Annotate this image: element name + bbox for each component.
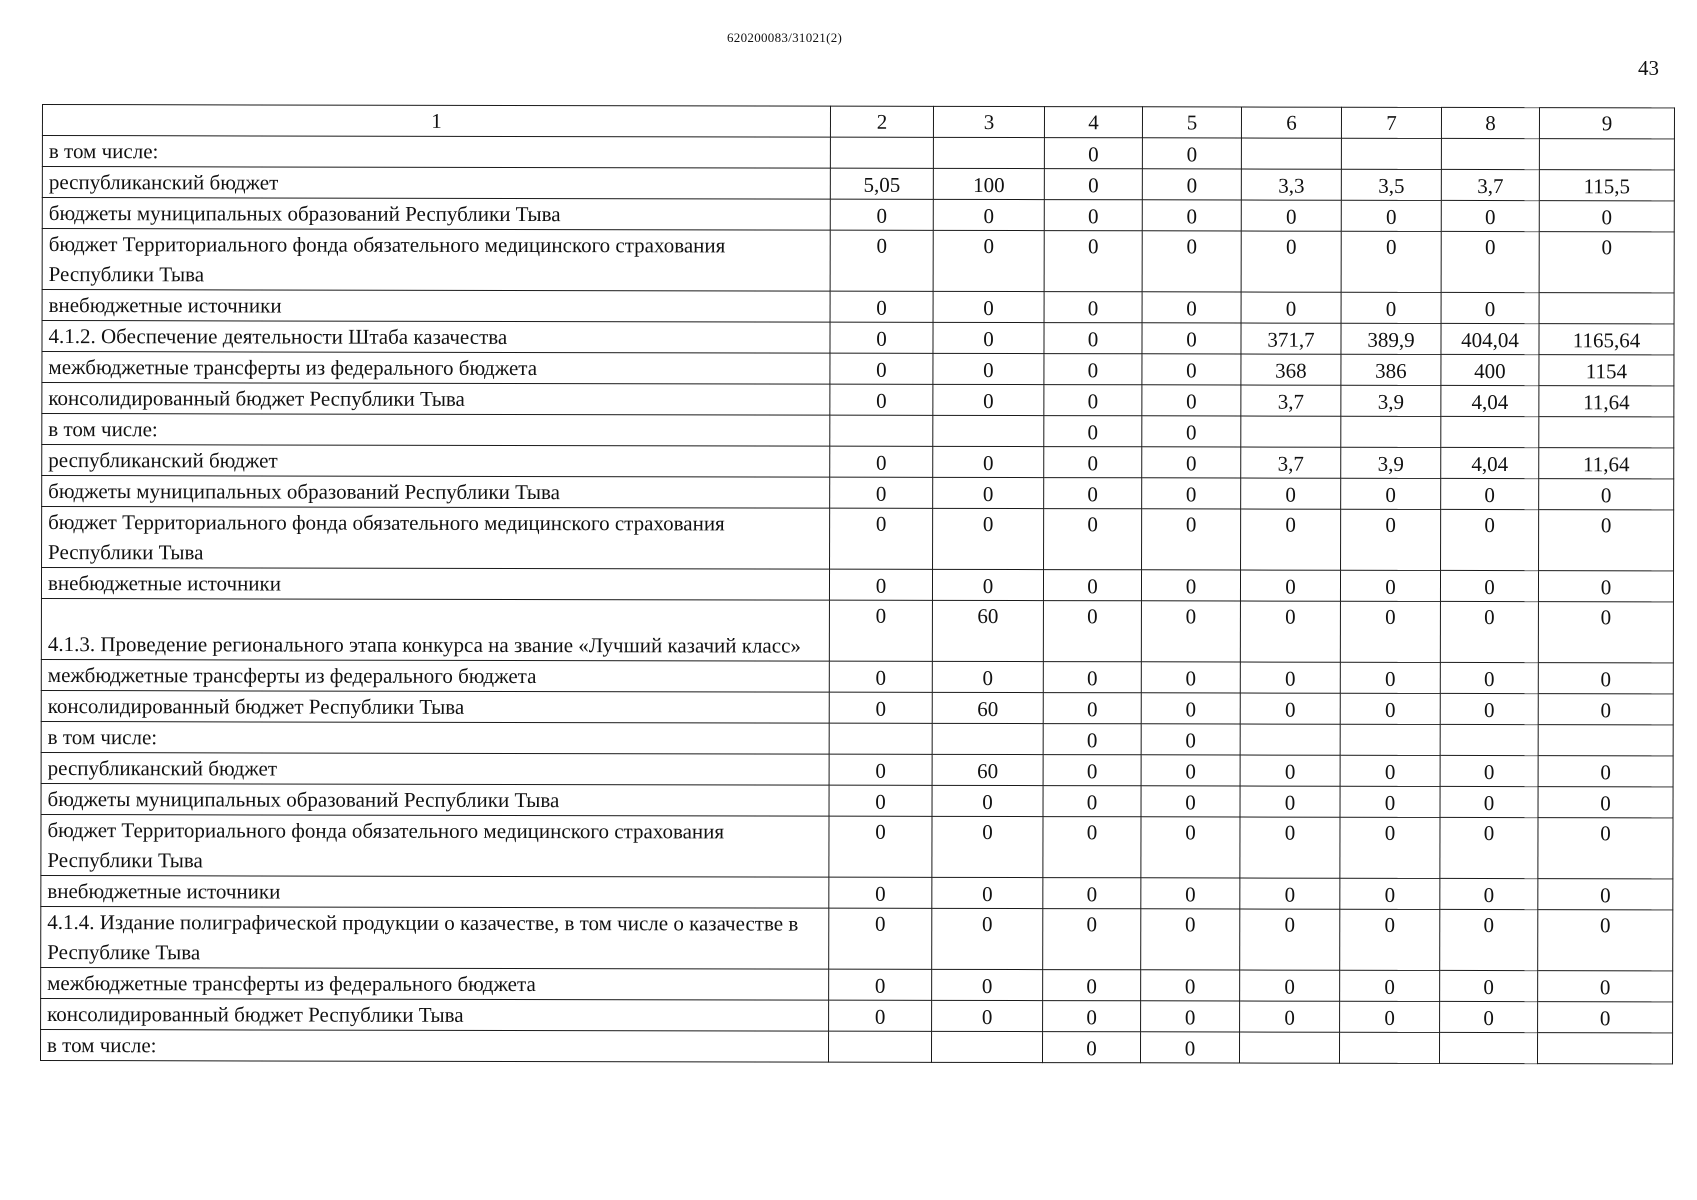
table-row <box>42 476 1674 510</box>
value-cell: 0 <box>1141 909 1240 970</box>
value-cell: 0 <box>830 384 933 415</box>
value-cell: 0 <box>1538 971 1673 1002</box>
budget-table-body <box>40 105 1674 1064</box>
value-cell: 0 <box>1141 970 1240 1001</box>
value-cell: 115,5 <box>1539 170 1674 201</box>
value-cell: 0 <box>1539 201 1674 232</box>
value-cell <box>1539 417 1674 448</box>
value-cell: 0 <box>1241 292 1341 323</box>
value-cell: 0 <box>1440 693 1538 724</box>
value-cell: 0 <box>1538 879 1673 910</box>
table-row <box>41 875 1673 909</box>
value-cell <box>1439 1032 1537 1063</box>
value-cell: 386 <box>1341 354 1441 385</box>
value-cell: 0 <box>830 508 933 569</box>
value-cell: 0 <box>829 969 932 1000</box>
value-cell: 0 <box>1141 693 1240 724</box>
value-cell: 0 <box>1142 200 1241 231</box>
value-cell: 0 <box>830 230 933 291</box>
value-cell <box>828 1031 931 1062</box>
value-cell: 0 <box>1043 662 1141 693</box>
value-cell: 0 <box>1142 385 1241 416</box>
value-cell: 0 <box>1240 755 1340 786</box>
value-cell: 0 <box>1141 570 1240 601</box>
budget-table <box>40 104 1675 1064</box>
value-cell: 0 <box>932 816 1043 877</box>
table-row <box>42 383 1674 417</box>
value-cell: 3,9 <box>1341 385 1441 416</box>
value-cell: 0 <box>1441 292 1539 323</box>
value-cell: 0 <box>1240 570 1340 601</box>
value-cell: 0 <box>1241 231 1341 292</box>
value-cell: 0 <box>1044 385 1142 416</box>
value-cell: 0 <box>1044 200 1142 231</box>
value-cell: 0 <box>1141 601 1240 662</box>
value-cell: 3,5 <box>1341 169 1441 200</box>
column-header: 5 <box>1142 107 1241 138</box>
value-cell: 0 <box>1141 878 1240 909</box>
value-cell: 0 <box>829 1000 932 1031</box>
value-cell: 5,05 <box>830 168 933 199</box>
row-label: внебюджетные источники <box>42 290 830 323</box>
value-cell: 0 <box>830 322 933 353</box>
value-cell: 0 <box>1539 232 1674 293</box>
value-cell: 0 <box>1044 292 1142 323</box>
table-row <box>42 507 1674 571</box>
table-row <box>42 352 1674 386</box>
value-cell: 0 <box>1142 231 1241 292</box>
value-cell: 0 <box>1340 755 1440 786</box>
value-cell: 0 <box>829 816 932 877</box>
page-number: 43 <box>1638 56 1659 80</box>
value-cell: 0 <box>829 569 932 600</box>
document-id: 620200083/31021(2) <box>727 30 843 45</box>
value-cell: 0 <box>1043 693 1141 724</box>
value-cell <box>1239 1032 1339 1063</box>
value-cell: 0 <box>1441 200 1539 231</box>
value-cell: 60 <box>932 692 1043 723</box>
value-cell: 0 <box>1142 509 1241 570</box>
value-cell: 0 <box>829 600 932 661</box>
value-cell: 0 <box>1441 509 1539 570</box>
table-row <box>41 967 1673 1001</box>
value-cell: 0 <box>1142 447 1241 478</box>
row-label: 4.1.3. Проведение регионального этапа конкурса на звание «Лучший казачий класс» <box>41 598 829 661</box>
value-cell: 3,7 <box>1441 169 1539 200</box>
table-row <box>42 167 1674 201</box>
value-cell: 3,7 <box>1241 385 1341 416</box>
value-cell: 1165,64 <box>1539 324 1674 355</box>
value-cell: 0 <box>830 199 933 230</box>
value-cell: 0 <box>1142 138 1241 169</box>
table-row <box>41 598 1673 662</box>
value-cell: 0 <box>1538 818 1673 879</box>
value-cell: 0 <box>1044 354 1142 385</box>
value-cell <box>931 1031 1042 1062</box>
value-cell: 0 <box>1240 878 1340 909</box>
value-cell: 0 <box>1441 478 1539 509</box>
table-row <box>40 1029 1672 1063</box>
value-cell: 0 <box>933 508 1044 569</box>
row-label: межбюджетные трансферты из федерального бюджета <box>42 352 830 385</box>
value-cell: 0 <box>933 291 1044 322</box>
value-cell <box>1539 139 1674 170</box>
table-row <box>41 721 1673 755</box>
value-cell: 0 <box>1240 786 1340 817</box>
value-cell: 0 <box>1241 200 1341 231</box>
value-cell: 0 <box>1440 570 1538 601</box>
value-cell: 400 <box>1441 354 1539 385</box>
column-header: 1 <box>42 105 830 138</box>
value-cell: 0 <box>1340 693 1440 724</box>
value-cell: 0 <box>1440 786 1538 817</box>
value-cell: 0 <box>1341 292 1441 323</box>
value-cell: 0 <box>932 569 1043 600</box>
value-cell <box>1341 416 1441 447</box>
row-label: в том числе: <box>41 721 829 754</box>
value-cell: 0 <box>1341 200 1441 231</box>
value-cell: 0 <box>830 353 933 384</box>
value-cell: 0 <box>1142 169 1241 200</box>
column-header: 8 <box>1441 107 1539 138</box>
value-cell: 0 <box>1044 478 1142 509</box>
row-label: в том числе: <box>42 136 830 169</box>
table-row <box>42 445 1674 479</box>
value-cell: 0 <box>1341 478 1441 509</box>
row-label: бюджеты муниципальных образований Республики Тыва <box>42 198 830 231</box>
row-label: в том числе: <box>40 1029 828 1062</box>
value-cell: 0 <box>829 661 932 692</box>
value-cell: 0 <box>933 199 1044 230</box>
table-row <box>41 783 1673 817</box>
value-cell: 0 <box>1141 724 1240 755</box>
value-cell: 0 <box>1538 602 1673 663</box>
row-label: консолидированный бюджет Республики Тыва <box>41 998 829 1031</box>
value-cell: 0 <box>1140 1032 1239 1063</box>
row-label: бюджет Территориального фонда обязательного медицинского страхования Республики Тыва <box>42 507 830 570</box>
value-cell: 0 <box>1044 447 1142 478</box>
value-cell: 0 <box>933 446 1044 477</box>
table-row <box>42 229 1674 293</box>
value-cell: 0 <box>1141 662 1240 693</box>
value-cell: 0 <box>1440 909 1538 970</box>
value-cell <box>1340 724 1440 755</box>
value-cell: 0 <box>1341 509 1441 570</box>
value-cell: 0 <box>1142 354 1241 385</box>
row-label: консолидированный бюджет Республики Тыва <box>42 383 830 416</box>
value-cell: 0 <box>932 969 1043 1000</box>
value-cell: 0 <box>1440 755 1538 786</box>
table-row <box>42 414 1674 448</box>
value-cell: 0 <box>933 322 1044 353</box>
value-cell: 0 <box>829 877 932 908</box>
table-row <box>41 752 1673 786</box>
value-cell: 0 <box>1141 1001 1240 1032</box>
table-row <box>41 659 1673 693</box>
value-cell: 0 <box>1043 601 1141 662</box>
value-cell <box>829 723 932 754</box>
row-label: республиканский бюджет <box>42 167 830 200</box>
value-cell: 0 <box>1043 786 1141 817</box>
value-cell: 389,9 <box>1341 323 1441 354</box>
value-cell: 0 <box>1142 478 1241 509</box>
value-cell: 0 <box>1141 817 1240 878</box>
value-cell <box>1441 416 1539 447</box>
value-cell <box>1441 138 1539 169</box>
value-cell: 0 <box>1340 817 1440 878</box>
value-cell: 0 <box>1340 570 1440 601</box>
value-cell: 0 <box>1440 878 1538 909</box>
value-cell: 0 <box>1043 909 1141 970</box>
table-row <box>42 198 1674 232</box>
row-label: республиканский бюджет <box>41 752 829 785</box>
value-cell: 0 <box>1539 479 1674 510</box>
value-cell: 0 <box>1141 786 1240 817</box>
value-cell <box>830 137 933 168</box>
row-label: внебюджетные источники <box>41 568 829 601</box>
table-row <box>41 814 1673 878</box>
row-label: внебюджетные источники <box>41 875 829 908</box>
row-label: 4.1.4. Издание полиграфической продукции о казачестве, в том числе о казачестве в Республике Тыва <box>41 906 829 969</box>
value-cell <box>1539 293 1674 324</box>
value-cell: 0 <box>1538 787 1673 818</box>
value-cell: 0 <box>932 908 1043 969</box>
value-cell: 0 <box>1440 662 1538 693</box>
column-header: 4 <box>1044 107 1142 138</box>
value-cell: 0 <box>830 446 933 477</box>
value-cell: 0 <box>829 754 932 785</box>
value-cell: 0 <box>1240 662 1340 693</box>
value-cell: 0 <box>1440 1001 1538 1032</box>
table-row <box>41 690 1673 724</box>
row-label: бюджеты муниципальных образований Республики Тыва <box>41 783 829 816</box>
row-label: бюджеты муниципальных образований Республики Тыва <box>42 476 830 509</box>
row-label: 4.1.2. Обеспечение деятельности Штаба казачества <box>42 321 830 354</box>
value-cell: 100 <box>933 168 1044 199</box>
value-cell <box>1537 1033 1672 1064</box>
value-cell: 0 <box>1440 601 1538 662</box>
value-cell <box>1241 138 1341 169</box>
value-cell: 0 <box>933 353 1044 384</box>
value-cell <box>933 415 1044 446</box>
value-cell: 0 <box>1340 878 1440 909</box>
value-cell: 0 <box>1044 231 1142 292</box>
value-cell: 1154 <box>1539 355 1674 386</box>
value-cell: 0 <box>829 908 932 969</box>
value-cell: 0 <box>1043 1001 1141 1032</box>
value-cell: 404,04 <box>1441 323 1539 354</box>
value-cell: 0 <box>1044 323 1142 354</box>
value-cell: 0 <box>932 1000 1043 1031</box>
value-cell: 0 <box>932 661 1043 692</box>
column-header: 6 <box>1241 107 1341 138</box>
value-cell: 0 <box>1044 416 1142 447</box>
value-cell: 11,64 <box>1539 386 1674 417</box>
value-cell: 0 <box>1241 478 1341 509</box>
value-cell: 0 <box>933 230 1044 291</box>
value-cell <box>932 723 1043 754</box>
column-header: 3 <box>933 106 1044 137</box>
value-cell: 0 <box>1043 570 1141 601</box>
value-cell: 0 <box>1043 878 1141 909</box>
value-cell <box>1240 724 1340 755</box>
value-cell: 0 <box>1538 910 1673 971</box>
table-row <box>41 568 1673 602</box>
value-cell: 0 <box>1538 694 1673 725</box>
value-cell: 4,04 <box>1441 447 1539 478</box>
row-label: республиканский бюджет <box>42 445 830 478</box>
value-cell <box>830 415 933 446</box>
value-cell: 0 <box>1042 1032 1140 1063</box>
value-cell: 3,9 <box>1341 447 1441 478</box>
row-label: межбюджетные трансферты из федерального бюджета <box>41 659 829 692</box>
row-label: бюджет Территориального фонда обязательного медицинского страхования Республики Тыва <box>41 814 829 877</box>
value-cell: 0 <box>1340 786 1440 817</box>
value-cell: 0 <box>1240 817 1340 878</box>
value-cell: 0 <box>932 785 1043 816</box>
column-header: 9 <box>1539 108 1674 139</box>
value-cell <box>1241 416 1341 447</box>
value-cell: 3,3 <box>1241 169 1341 200</box>
table-row <box>41 998 1673 1032</box>
table-row <box>42 136 1674 170</box>
value-cell: 0 <box>1141 755 1240 786</box>
value-cell <box>1339 1032 1439 1063</box>
value-cell: 371,7 <box>1241 323 1341 354</box>
value-cell: 0 <box>933 477 1044 508</box>
row-label: межбюджетные трансферты из федерального бюджета <box>41 967 829 1000</box>
value-cell: 0 <box>830 477 933 508</box>
value-cell <box>1440 724 1538 755</box>
value-cell: 0 <box>1043 970 1141 1001</box>
value-cell: 60 <box>932 754 1043 785</box>
value-cell: 11,64 <box>1539 448 1674 479</box>
value-cell: 0 <box>1240 970 1340 1001</box>
value-cell: 0 <box>1340 970 1440 1001</box>
value-cell: 0 <box>1142 292 1241 323</box>
value-cell: 0 <box>1340 662 1440 693</box>
value-cell: 0 <box>1043 724 1141 755</box>
value-cell: 0 <box>1044 509 1142 570</box>
row-label: бюджет Территориального фонда обязательного медицинского страхования Республики Тыва <box>42 229 830 292</box>
value-cell: 368 <box>1241 354 1341 385</box>
value-cell: 0 <box>1241 509 1341 570</box>
value-cell: 0 <box>1044 169 1142 200</box>
value-cell: 0 <box>1240 601 1340 662</box>
value-cell: 0 <box>1538 571 1673 602</box>
column-header: 7 <box>1341 107 1441 138</box>
value-cell: 0 <box>1538 756 1673 787</box>
column-number-row <box>42 105 1674 139</box>
value-cell: 0 <box>1538 663 1673 694</box>
value-cell: 0 <box>1240 1001 1340 1032</box>
value-cell <box>1538 725 1673 756</box>
row-label: в том числе: <box>42 414 830 447</box>
value-cell: 0 <box>1340 601 1440 662</box>
value-cell: 0 <box>1142 416 1241 447</box>
row-label: консолидированный бюджет Республики Тыва <box>41 690 829 723</box>
value-cell: 0 <box>829 785 932 816</box>
value-cell: 0 <box>1440 970 1538 1001</box>
value-cell: 0 <box>830 291 933 322</box>
value-cell: 0 <box>1142 323 1241 354</box>
value-cell <box>933 137 1044 168</box>
value-cell: 0 <box>932 877 1043 908</box>
table-row <box>42 321 1674 355</box>
value-cell: 0 <box>1539 510 1674 571</box>
value-cell: 0 <box>829 692 932 723</box>
value-cell: 0 <box>1043 817 1141 878</box>
value-cell: 0 <box>1340 909 1440 970</box>
value-cell: 60 <box>932 600 1043 661</box>
value-cell: 0 <box>1044 138 1142 169</box>
value-cell: 3,7 <box>1241 447 1341 478</box>
value-cell: 0 <box>933 384 1044 415</box>
value-cell: 0 <box>1043 755 1141 786</box>
value-cell: 0 <box>1441 231 1539 292</box>
value-cell: 0 <box>1440 817 1538 878</box>
value-cell: 0 <box>1538 1002 1673 1033</box>
table-row <box>42 290 1674 324</box>
value-cell: 0 <box>1341 231 1441 292</box>
value-cell: 4,04 <box>1441 385 1539 416</box>
value-cell: 0 <box>1240 693 1340 724</box>
value-cell: 0 <box>1340 1001 1440 1032</box>
column-header: 2 <box>830 106 933 137</box>
value-cell: 0 <box>1240 909 1340 970</box>
value-cell <box>1341 138 1441 169</box>
table-row <box>41 906 1673 970</box>
